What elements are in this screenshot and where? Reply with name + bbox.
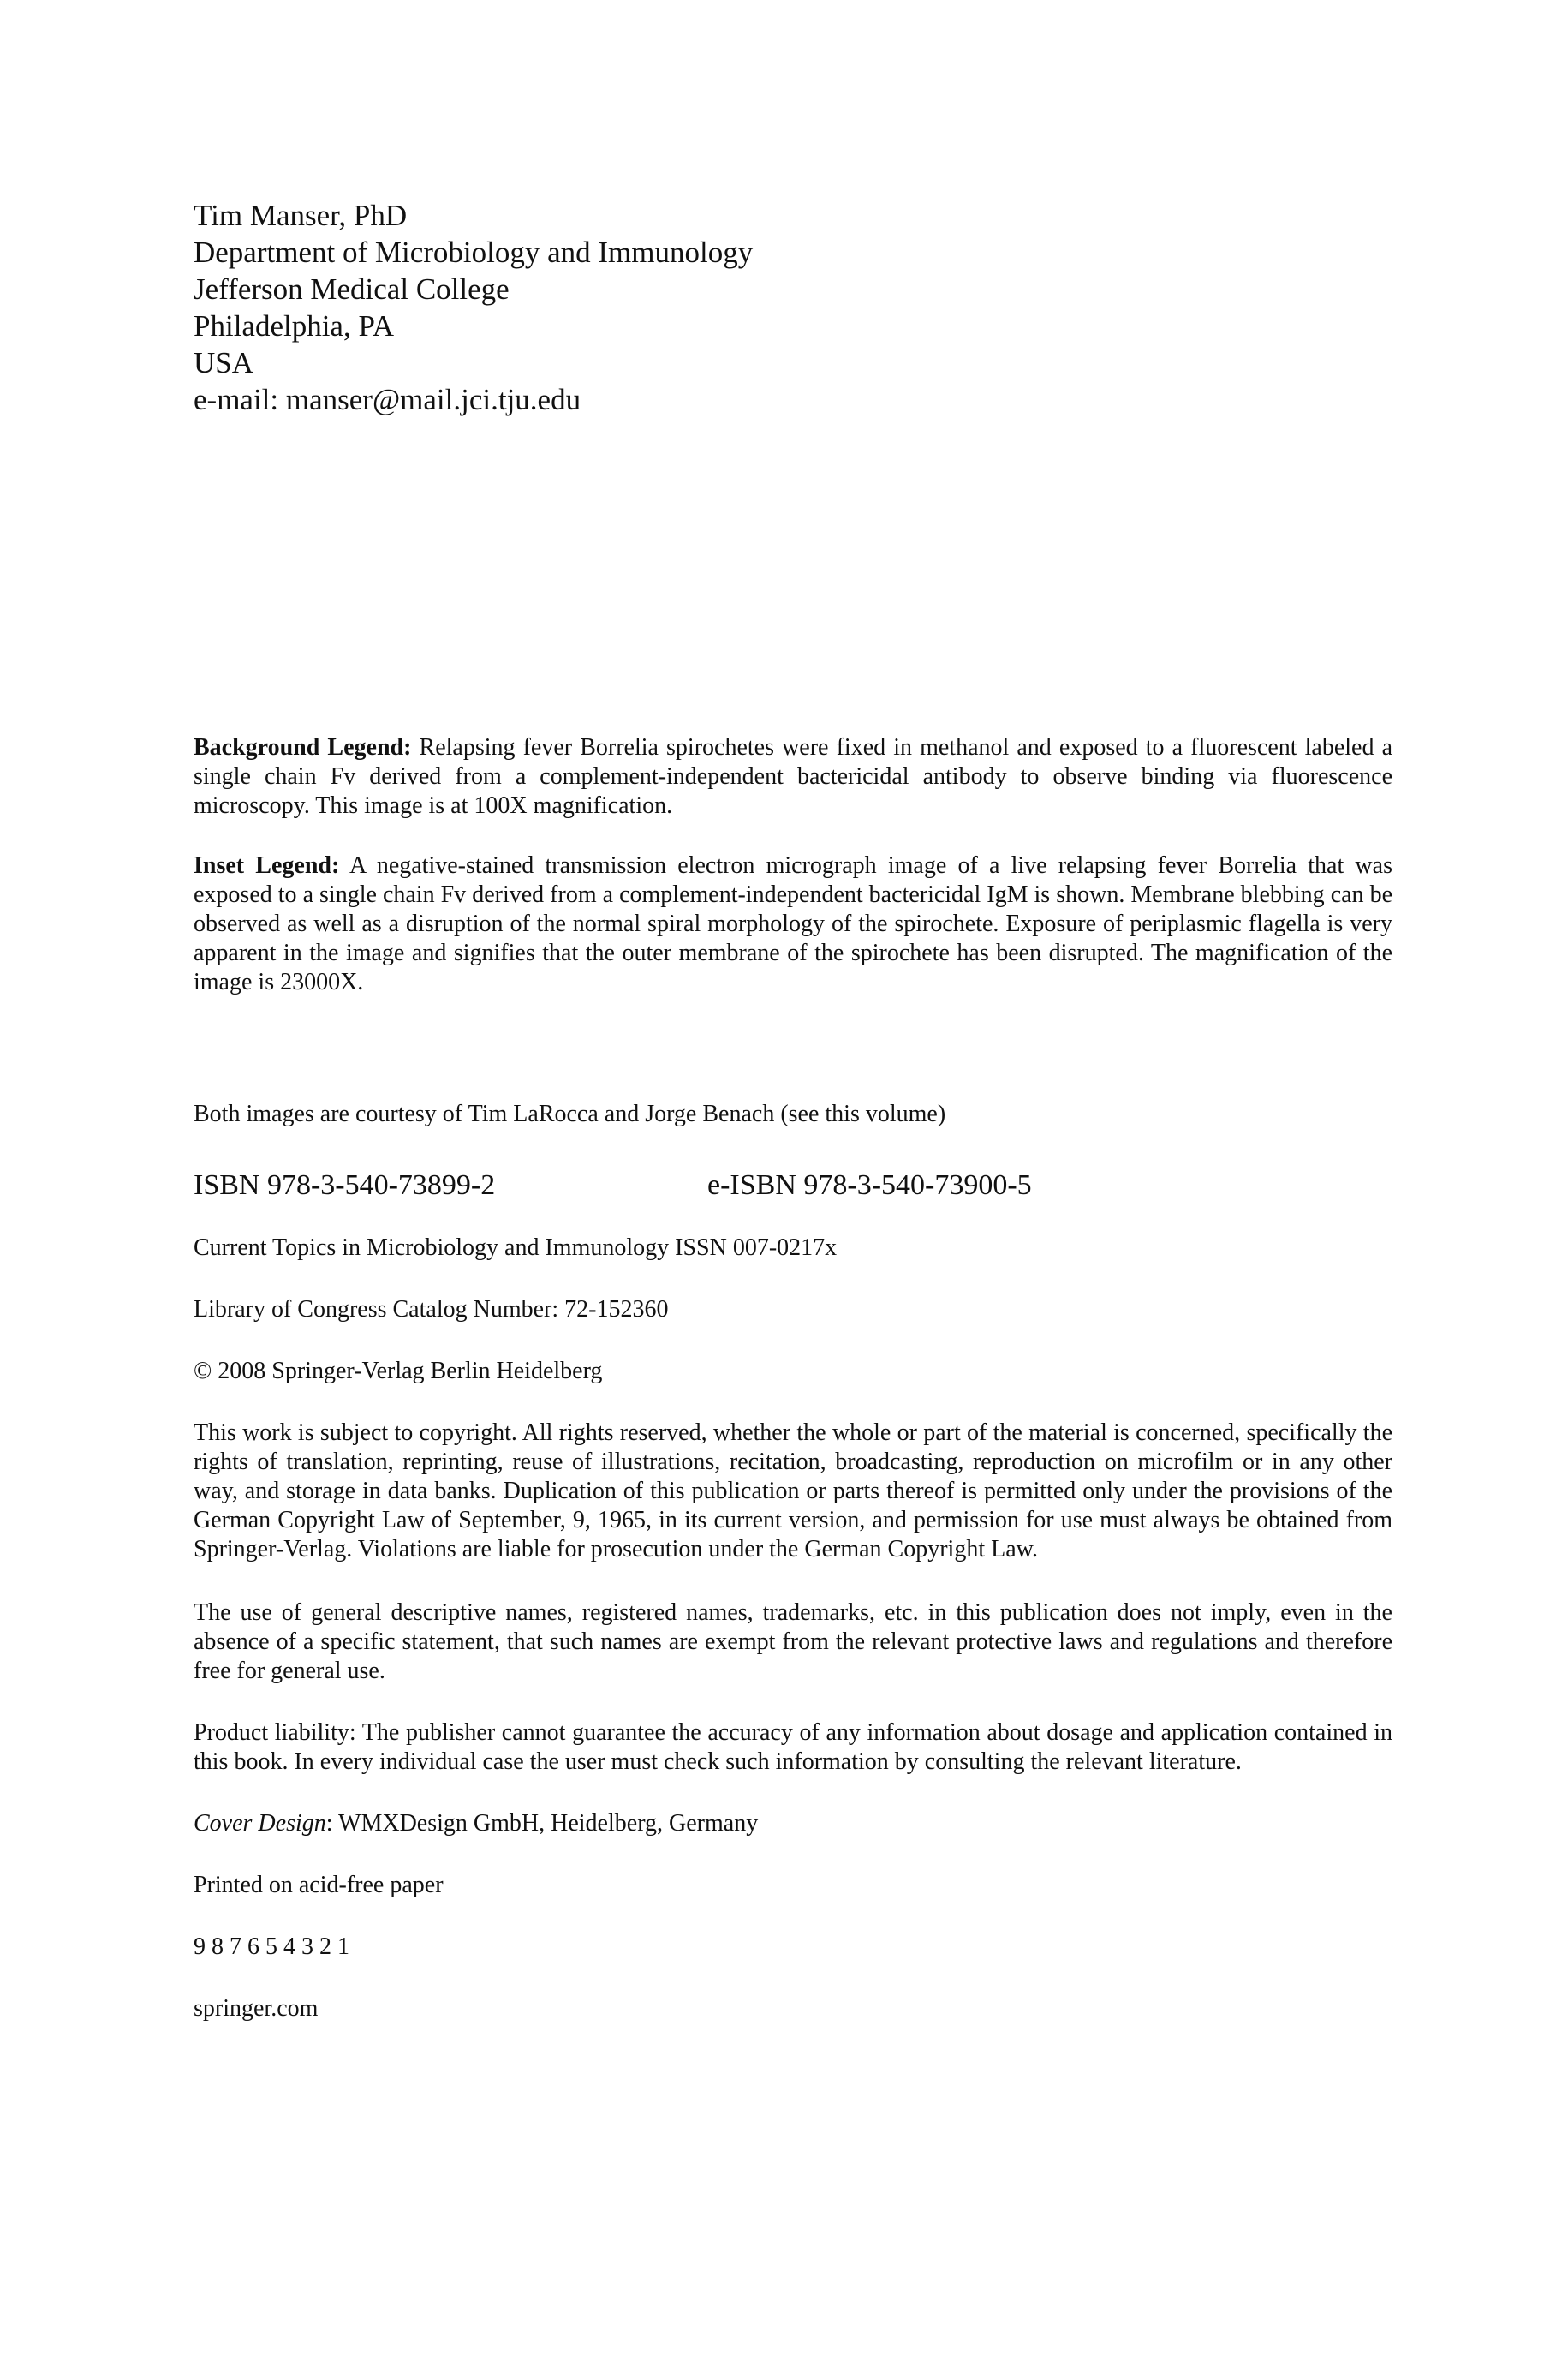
editor-country: USA: [194, 346, 254, 379]
inset-legend-text: A negative-stained transmission electron micrograph image of a live relapsing fever Borrelia that was exposed to a single chain Fv derived from a complement-independent bactericidal IgM is shown. Membrane blebbing can be observed as well as a disruption of the normal spiral morphology of the spirochete. Exposure of periplasmic flagella is very apparent in the image and signifies that the outer membrane of the spirochete has been disrupted. The magnification of the image is 23000X.: [194, 852, 1392, 995]
isbn-electronic: e-ISBN 978-3-540-73900-5: [707, 1169, 1032, 1201]
loc-catalog-number: Library of Congress Catalog Number: 72-152360: [194, 1296, 669, 1323]
image-courtesy: Both images are courtesy of Tim LaRocca and Jorge Benach (see this volume): [194, 1101, 946, 1127]
cover-design-value: : WMXDesign GmbH, Heidelberg, Germany: [325, 1810, 759, 1837]
cover-legends: [194, 733, 1392, 997]
isbn-print: ISBN 978-3-540-73899-2: [194, 1169, 496, 1201]
isbn-row: [194, 1168, 1032, 1203]
background-legend: [194, 733, 1392, 821]
copyright-notice: This work is subject to copyright. All rights reserved, whether the whole or part of the material is concerned, specifically the rights of translation, reprinting, reuse of illustrations, recitation, broadcasting, reproduction on microfilm or in any other way, and storage in data banks. Duplication of this publication or parts thereof is permitted only under the provisions of the German Copyright Law of September, 9, 1965, in its current version, and permission for use must always be obtained from Springer-Verlag. Violations are liable for prosecution under the German Copyright Law.: [194, 1419, 1392, 1562]
publisher-website: springer.com: [194, 1995, 319, 2022]
acid-free-paper: Printed on acid-free paper: [194, 1872, 444, 1898]
editor-email: e-mail: manser@mail.jci.tju.edu: [194, 383, 581, 416]
cover-design: [194, 1809, 1392, 1838]
liability-notice: Product liability: The publisher cannot guarantee the accuracy of any information about dosage and application contained in this book. In every individual case the user must check such information by consulting the relevant literature.: [194, 1719, 1392, 1775]
cover-design-label: Cover Design: [194, 1810, 326, 1837]
editor-name: Tim Manser, PhD: [194, 199, 408, 232]
editor-college: Jefferson Medical College: [194, 272, 510, 306]
series-issn: Current Topics in Microbiology and Immunology ISSN 007-0217x: [194, 1234, 838, 1261]
publication-info: [194, 1234, 1392, 2023]
editor-address-block: [194, 197, 753, 418]
inset-legend-label: Inset Legend:: [194, 852, 340, 879]
print-number-line: 9 8 7 6 5 4 3 2 1: [194, 1933, 349, 1960]
background-legend-label: Background Legend:: [194, 734, 412, 761]
editor-city: Philadelphia, PA: [194, 309, 394, 343]
copyright-line: © 2008 Springer-Verlag Berlin Heidelberg: [194, 1358, 603, 1384]
trademark-notice: The use of general descriptive names, registered names, trademarks, etc. in this publication does not imply, even in the absence of a specific statement, that such names are exempt from the relevant protective laws and regulations and therefore free for general use.: [194, 1599, 1392, 1684]
inset-legend: [194, 851, 1392, 997]
editor-department: Department of Microbiology and Immunology: [194, 236, 754, 269]
background-legend-text: Relapsing fever Borrelia spirochetes were fixed in methanol and exposed to a fluorescent labeled a single chain Fv derived from a complement-independent bactericidal antibody to observe binding via fluorescence microscopy. This image is at 100X magnification.: [194, 734, 1392, 819]
